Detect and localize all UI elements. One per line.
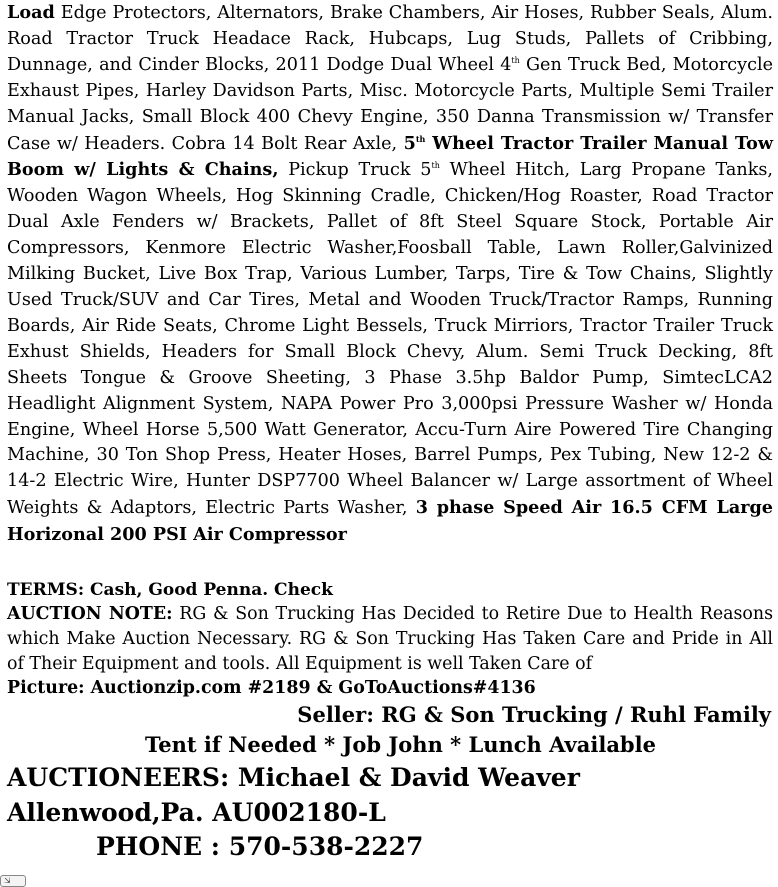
- auction-note-label: AUCTION NOTE:: [7, 604, 173, 625]
- items-text-2: Gen Truck Bed, Motorcycle Exhaust Pipes, Harley Davidson Parts, Misc. Motorcycle Parts, Multiple Semi Trailer Manual Jacks, Small Block 400 Chevy Engine, 350 Danna Transmission w/ Transfer Case w/ Headers. Cobra 14 Bolt Rear Axle,: [7, 54, 773, 154]
- seller: Seller: RG & Son Trucking / Ruhl Family: [297, 702, 771, 728]
- items-text-1: Edge Protectors, Alternators, Brake Chambers, Air Hoses, Rubber Seals, Alum. Road Tractor Truck Headace Rack, Hubcaps, Lug Studs, Pallets of Cribbing, Dunnage, and Cinder Blocks, 2011 Dodge Dual Wheel 4: [7, 3, 773, 75]
- items-list: [7, 0, 773, 549]
- items-text-3: Pickup Truck 5: [278, 160, 432, 181]
- items-text-4: Wheel Hitch, Larg Propane Tanks, Wooden Wagon Wheels, Hog Skinning Cradle, Chicken/Hog Roaster, Road Tractor Dual Axle Fenders w/ Brackets, Pallet of 8ft Steel Square Stock, Portable Air Compressors, Kenmore Electric Washer,Foosball Table, Lawn Roller,Galvinized Milking Bucket, Live Box Trap, Various Lumber, Tarps, Tire & Tow Chains, Slightly Used Truck/SUV and Car Tires, Metal and Wooden Truck/Tractor Ramps, Running Boards, Air Ride Seats, Chrome Light Bessels, Truck Mirriors, Tractor Trailer Truck Exhust Shields, Headers for Small Block Chevy, Alum. Semi Truck Decking, 8ft Sheets Tongue & Groove Sheeting, 3 Phase 3.5hp Baldor Pump, SimtecLCA2 Headlight Alignment System, NAPA Power Pro 3,000psi Pressure Washer w/ Honda Engine, Wheel Horse 5,500 Watt Generator, Accu-Turn Aire Powered Tire Changing Machine, 30 Ton Shop Press, Heater Hoses, Barrel Pumps, Pex Tubing, New 12-2 & 14-2 Electric Wire, Hunter DSP7700 Wheel Balancer w/ Large assortment of Wheel Weights & Adaptors, Electric Parts Washer,: [7, 160, 773, 519]
- tow-boom-item: Wheel Tractor Trailer Manual Tow Boom w/ Lights & Chains,: [7, 132, 773, 181]
- amenities: Tent if Needed * Job John * Lunch Available: [145, 732, 656, 758]
- auction-note-text: RG & Son Trucking Has Decided to Retire Due to Health Reasons which Make Auction Necessary. RG & Son Trucking Has Taken Care and Pride in All of Their Equipment and tools. All Equipment is well Taken Care of: [7, 604, 773, 674]
- location: Allenwood,Pa. AU002180-L: [7, 798, 386, 828]
- phone: PHONE : 570-538-2227: [96, 832, 424, 862]
- auction-listing: [7, 0, 773, 864]
- air-compressor-item: 3 phase Speed Air 16.5 CFM Large Horizonal 200 PSI Air Compressor: [7, 497, 773, 546]
- ordinal-suffix: th: [511, 55, 520, 65]
- resize-handle-icon[interactable]: ⇲: [0, 875, 26, 887]
- picture-info: Picture: Auctionzip.com #2189 & GoToAuctions#4136: [7, 678, 536, 699]
- load-label: Load: [7, 2, 55, 23]
- ordinal-suffix: th: [415, 133, 426, 144]
- terms: TERMS: Cash, Good Penna. Check: [7, 580, 333, 601]
- auctioneers: AUCTIONEERS: Michael & David Weaver: [7, 763, 580, 793]
- auction-note: [7, 602, 773, 676]
- tow-boom-number: 5: [403, 132, 416, 154]
- ordinal-suffix: th: [431, 161, 440, 171]
